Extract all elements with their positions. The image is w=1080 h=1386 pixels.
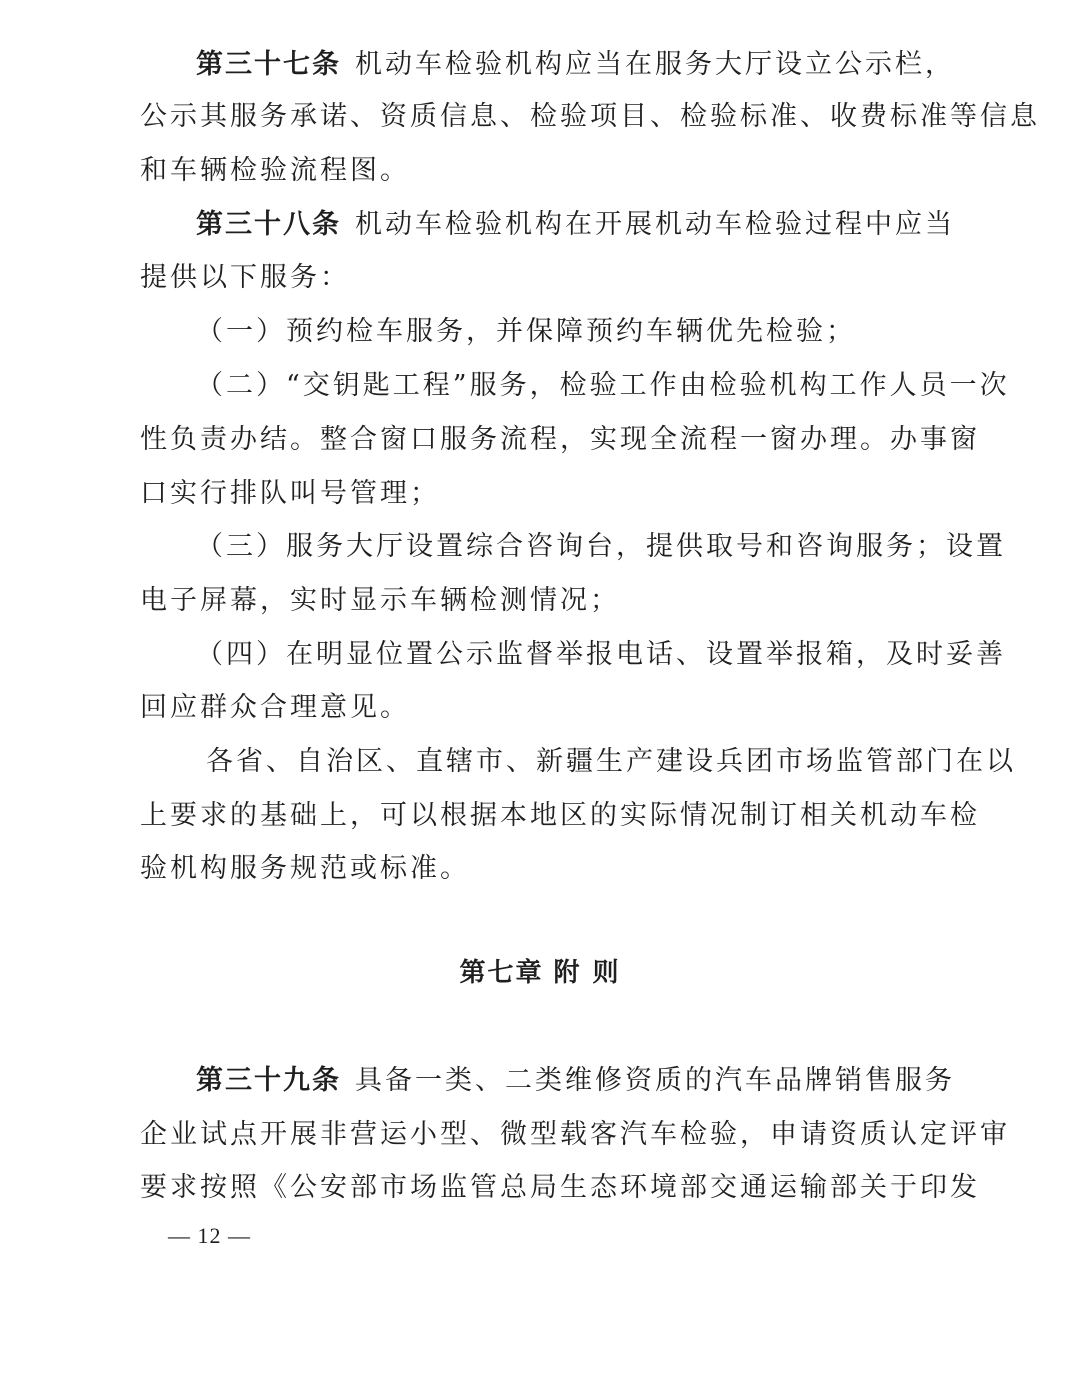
article-38-item-4-line-1: （四）在明显位置公示监督举报电话、设置举报箱，及时妥善 [196, 639, 1006, 670]
closing-paragraph-line-1: 各省、自治区、直辖市、新疆生产建设兵团市场监管部门在以 [206, 746, 1016, 777]
article-38-text: 机动车检验机构在开展机动车检验过程中应当 [355, 209, 955, 240]
article-38-heading: 第三十八条 [196, 209, 341, 240]
chapter-title: 附 则 [553, 958, 621, 988]
article-38-line-1 [196, 198, 955, 252]
closing-paragraph-line-3: 验机构服务规范或标准。 [140, 853, 470, 884]
page-number: — 12 — [168, 1223, 251, 1248]
closing-paragraph-line-2: 上要求的基础上，可以根据本地区的实际情况制订相关机动车检 [140, 800, 980, 831]
article-37-text: 机动车检验机构应当在服务大厅设立公示栏， [355, 49, 955, 80]
article-37-heading: 第三十七条 [196, 49, 341, 80]
article-39-heading: 第三十九条 [196, 1065, 341, 1096]
article-39-line-3: 要求按照《公安部市场监管总局生态环境部交通运输部关于印发 [140, 1172, 980, 1203]
chapter-7-heading [140, 946, 940, 1000]
article-38-line-2: 提供以下服务： [140, 262, 350, 293]
article-37-line-2: 公示其服务承诺、资质信息、检验项目、检验标准、收费标准等信息 [140, 101, 1040, 132]
article-38-item-2-line-1: （二）“交钥匙工程”服务，检验工作由检验机构工作人员一次 [196, 370, 1010, 401]
article-38-item-1-line-1: （一）预约检车服务，并保障预约车辆优先检验； [196, 316, 856, 347]
article-38-item-4-line-2: 回应群众合理意见。 [140, 692, 410, 723]
article-38-item-2-line-3: 口实行排队叫号管理； [140, 478, 440, 509]
article-37-line-1 [196, 38, 955, 92]
article-38-item-3-line-1: （三）服务大厅设置综合咨询台，提供取号和咨询服务；设置 [196, 531, 1006, 562]
article-38-item-2-line-2: 性负责办结。整合窗口服务流程，实现全流程一窗办理。办事窗 [140, 424, 980, 455]
article-39-line-1 [196, 1054, 955, 1108]
article-37-line-3: 和车辆检验流程图。 [140, 155, 410, 186]
article-38-item-3-line-2: 电子屏幕，实时显示车辆检测情况； [140, 585, 620, 616]
article-39-line-2: 企业试点开展非营运小型、微型载客汽车检验，申请资质认定评审 [140, 1119, 1010, 1150]
article-39-text: 具备一类、二类维修资质的汽车品牌销售服务 [355, 1065, 955, 1096]
chapter-number: 第七章 [459, 958, 544, 988]
